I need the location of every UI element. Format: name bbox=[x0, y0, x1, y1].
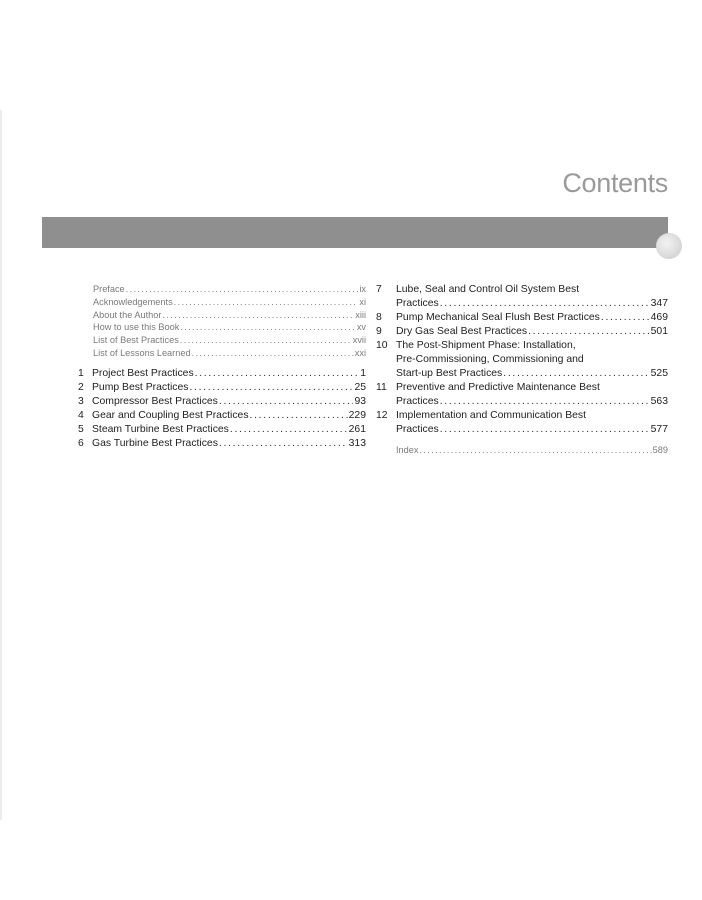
toc-entry-lessons-learned[interactable]: List of Lessons Learned . . . xxi bbox=[78, 348, 366, 361]
toc-chapter-3[interactable]: 3 Compressor Best Practices . . . 93 bbox=[78, 396, 366, 410]
toc-chapter-11[interactable]: 11 Preventive and Predictive Maintenance Best Practices . . . 563 bbox=[376, 382, 668, 410]
toc-left-column bbox=[78, 284, 366, 452]
page-title: Contents bbox=[562, 168, 668, 198]
header-bar bbox=[42, 217, 668, 248]
toc-chapter-8[interactable]: 8 Pump Mechanical Seal Flush Best Practices . . . 469 bbox=[376, 312, 668, 326]
circle-ornament bbox=[656, 233, 682, 259]
page-edge bbox=[0, 110, 2, 820]
toc-chapter-1[interactable]: 1 Project Best Practices . . . 1 bbox=[78, 368, 366, 382]
toc-chapter-12[interactable]: 12 Implementation and Communication Best Practices . . . 577 bbox=[376, 410, 668, 438]
toc-entry-index[interactable]: Index . . . 589 bbox=[376, 445, 668, 455]
toc-entry-about-author[interactable]: About the Author . . . xiii bbox=[78, 310, 366, 323]
toc-chapter-5[interactable]: 5 Steam Turbine Best Practices . . . 261 bbox=[78, 424, 366, 438]
toc-entry-best-practices-list[interactable]: List of Best Practices . . . xvii bbox=[78, 335, 366, 348]
toc-entry-acknowledgements[interactable]: Acknowledgements . . . xi bbox=[78, 297, 366, 310]
toc-chapter-6[interactable]: 6 Gas Turbine Best Practices . . . 313 bbox=[78, 438, 366, 452]
toc-chapter-2[interactable]: 2 Pump Best Practices . . . 25 bbox=[78, 382, 366, 396]
toc-entry-how-to-use[interactable]: How to use this Book . . . xv bbox=[78, 322, 366, 335]
toc-entry-preface[interactable]: Preface . . . ix bbox=[78, 284, 366, 297]
toc-right-column bbox=[376, 284, 668, 455]
toc-chapter-9[interactable]: 9 Dry Gas Seal Best Practices . . . 501 bbox=[376, 326, 668, 340]
toc-chapter-4[interactable]: 4 Gear and Coupling Best Practices . . . 229 bbox=[78, 410, 366, 424]
toc-chapter-10[interactable]: 10 The Post-Shipment Phase: Installation, Pre-Commissioning, Commissioning and Start-up Best Practices . . . 525 bbox=[376, 340, 668, 382]
toc-chapter-7[interactable]: 7 Lube, Seal and Control Oil System Best Practices . . . 347 bbox=[376, 284, 668, 312]
